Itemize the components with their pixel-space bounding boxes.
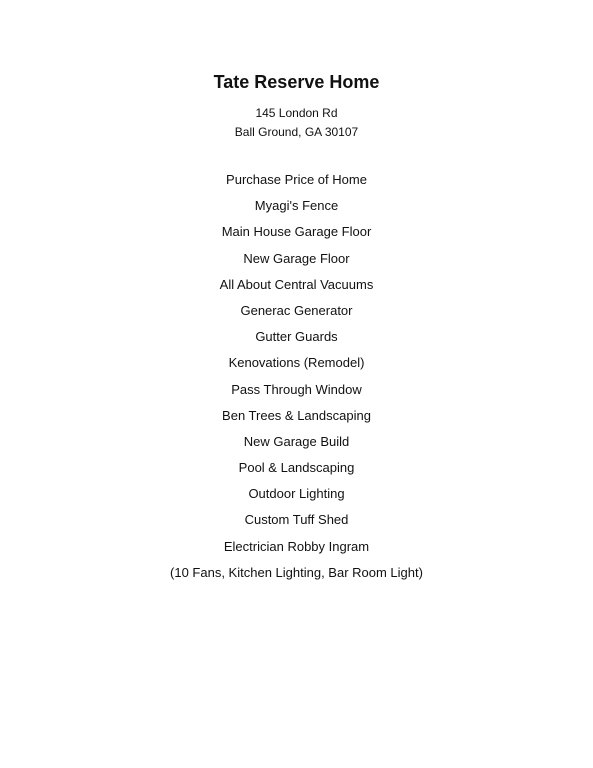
list-item: Pool & Landscaping — [238, 460, 355, 476]
list-item: Custom Tuff Shed — [244, 512, 349, 528]
list-item: Gutter Guards — [255, 329, 338, 345]
list-item: Pass Through Window — [231, 381, 362, 397]
document-title: Tate Reserve Home — [213, 72, 380, 92]
list-item: All About Central Vacuums — [219, 276, 374, 292]
list-item: Myagi's Fence — [254, 198, 339, 214]
list-item: Ben Trees & Landscaping — [222, 407, 371, 423]
list-item: Kenovations (Remodel) — [228, 355, 365, 371]
improvement-list — [0, 170, 593, 589]
list-item: Purchase Price of Home — [226, 172, 367, 187]
address-block — [0, 104, 593, 142]
list-item: Outdoor Lighting — [248, 486, 345, 502]
list-item: New Garage Build — [243, 433, 350, 449]
list-item: (10 Fans, Kitchen Lighting, Bar Room Light) — [170, 564, 423, 580]
list-item: Generac Generator — [240, 302, 353, 318]
list-item: Main House Garage Floor — [221, 224, 372, 240]
address-street: 145 London Rd — [255, 106, 338, 120]
list-item: Electrician Robby Ingram — [223, 538, 370, 554]
address-city: Ball Ground, GA 30107 — [234, 125, 359, 139]
list-item: New Garage Floor — [243, 250, 350, 266]
